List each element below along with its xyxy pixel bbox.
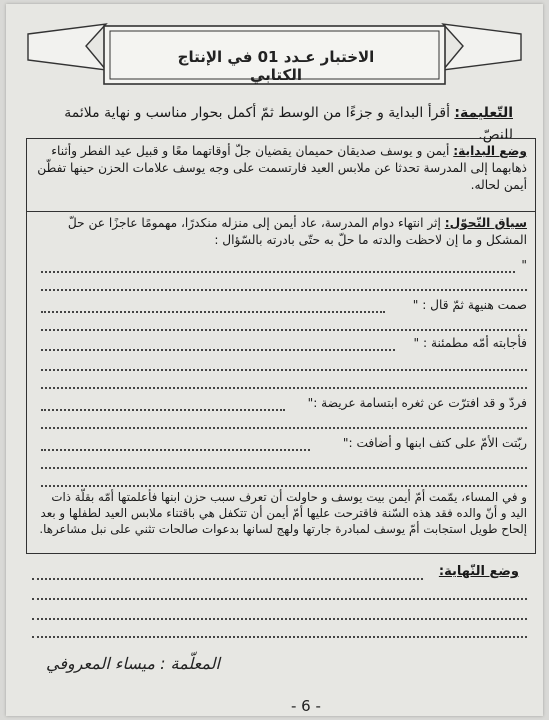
answer-line[interactable] — [32, 578, 423, 580]
title-banner — [26, 18, 523, 94]
page-title: الاختبار عـدد 01 في الإنتاج الكتابي — [177, 48, 375, 84]
quote-mark: " — [521, 258, 527, 272]
answer-line[interactable] — [41, 369, 527, 371]
dialogue-line-4: ربّتت الأمّ على كتف ابنها و أضافت :" — [342, 436, 527, 450]
beginning-label: وضع البداية: — [453, 144, 527, 158]
answer-line[interactable] — [41, 485, 527, 487]
answer-line[interactable] — [32, 598, 527, 600]
answer-line[interactable] — [41, 289, 527, 291]
answer-line[interactable] — [41, 271, 515, 273]
dialogue-line-2: فأجابته أمّه مطمئنة : " — [413, 336, 527, 350]
answer-line[interactable] — [41, 329, 527, 331]
ending-label: وضع النّهاية: — [438, 564, 519, 579]
instruction-text: أقرأ البداية و جزءًا من الوسط ثمّ أكمل بحوار مناسب و نهاية ملائمة للنصّ. — [64, 105, 513, 143]
transformation-text: إثر انتهاء دوام المدرسة، عاد أيمن إلى منزله منكدرًا، مهمومًا عاجزًا عن حلّ المشكل و ما إن لاحظت والدته ما حلّ به حتّى بادرته بالسّؤال : — [67, 216, 527, 247]
beginning-section — [35, 143, 527, 194]
answer-line[interactable] — [41, 467, 527, 469]
instruction-label: التّعليمة: — [454, 105, 513, 121]
answer-line[interactable] — [41, 427, 527, 429]
exam-page — [6, 4, 543, 716]
answer-line[interactable] — [32, 618, 527, 620]
answer-line[interactable] — [41, 449, 310, 451]
evening-paragraph: و في المساء، يمّمت أمّ أيمن بيت يوسف و حاولت أن تعرف سبب حزن ابنها فأعلمتها أمّه بقلّة ذات اليد و أنّ والده فقد هذه السّنة فاقترحت عليها أمّ أيمن أن تتكفل هي باقتناء ملابس العيد لطفلها و بعد إلحاح طويل استجابت أمّ يوسف لمبادرة جارتها ولهج لسانها بدعوات صالحات تثني على نبل مشاعرها. — [39, 490, 527, 536]
page-number: - 6 - — [291, 697, 321, 715]
answer-line[interactable] — [41, 311, 385, 313]
dialogue-line-1: صمت هنيهة ثمّ قال : " — [412, 298, 527, 312]
divider — [27, 211, 535, 212]
dialogue-line-3: فردّ و قد افترّت عن ثغره ابتسامة عريضة :" — [307, 396, 527, 410]
answer-line[interactable] — [41, 409, 285, 411]
answer-line[interactable] — [32, 636, 527, 638]
transformation-label: سياق التّحوّل: — [444, 216, 527, 230]
text-box — [26, 138, 536, 554]
answer-line[interactable] — [41, 349, 395, 351]
beginning-text: أيمن و يوسف صديقان حميمان يقضيان جلّ أوقاتهما معًا و قبيل عيد الفطر وأثناء ذهابهما إلى المدرسة تحدثا عن ملابس العيد فارتسمت على وجه يوسف علامات الحزن حينها تفطّن أيمن لحاله. — [37, 144, 527, 192]
teacher-signature: المعلّمة : ميساء المعروفي — [46, 654, 220, 673]
transformation-section — [35, 215, 527, 249]
answer-line[interactable] — [41, 387, 527, 389]
